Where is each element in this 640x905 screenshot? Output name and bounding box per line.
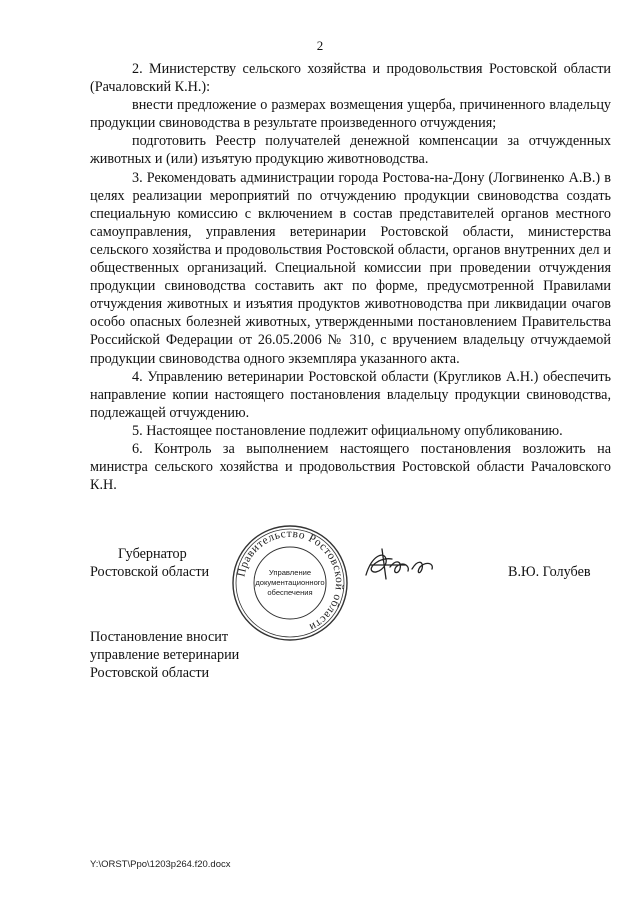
signer-name: В.Ю. Голубев — [508, 564, 591, 580]
paragraph-item-3: 3. Рекомендовать администрации города Ростова-на-Дону (Логвиненко А.В.) в целях реализации мероприятий по отчуждению продукции свиноводства создать специальную комиссию с включением в состав представителей органов местного самоуправления, управления ветеринарии Ростовской области, министерства сельского хозяйства и продовольствия Ростовской области, органов внутренних дел и общественных организаций. Специальной комиссии при проведении отчуждения продукции свиноводства составить акт по форме, предусмотренной Правилами отчуждения животных и изъятия продуктов животноводства при ликвидации очагов особо опасных болезней животных, утвержденными постановлением Правительства Российской Федерации от 26.05.2006 № 310, с вручением владельцу отчуждаемой продукции свиноводства одного экземпляра указанного акта. — [90, 169, 611, 367]
official-seal — [230, 523, 350, 643]
submitter-line2: управление ветеринарии — [90, 647, 240, 664]
seal-center-line3: обеспечения — [267, 588, 313, 597]
submitter-line3: Ростовской области — [90, 665, 210, 682]
seal-center-line2: документационного — [255, 578, 325, 587]
seal-ring-text: Правительство Ростовской области — [235, 527, 346, 634]
paragraph-subitem-compensation: внести предложение о размерах возмещения ущерба, причиненного владельцу продукции свиноводства в результате произведенного отчуждения; — [90, 97, 611, 132]
handwritten-signature — [362, 545, 462, 585]
file-path-footer: Y:\ORST\Ppo\1203p264.f20.docx — [90, 859, 231, 870]
paragraph-item-2: 2. Министерству сельского хозяйства и продовольствия Ростовской области (Рачаловский К.Н.): — [90, 61, 611, 96]
submitter-note — [90, 628, 239, 682]
submitter-line1: Постановление вносит — [90, 629, 229, 645]
signer-title-line2: Ростовской области — [90, 564, 210, 581]
signer-title — [90, 545, 209, 581]
seal-center-line1: Управление — [268, 568, 312, 577]
paragraph-subitem-registry: подготовить Реестр получателей денежной компенсации за отчужденных животных и (или) изъятую продукцию животноводства. — [90, 133, 611, 168]
paragraph-item-5: 5. Настоящее постановление подлежит официальному опубликованию. — [132, 422, 563, 439]
page-number: 2 — [316, 38, 324, 53]
document-body — [90, 60, 611, 494]
signer-title-line1: Губернатор — [118, 546, 187, 562]
paragraph-item-6: 6. Контроль за выполнением настоящего постановления возложить на министра сельского хозяйства и продовольствия Ростовской области Рачаловского К.Н. — [90, 440, 611, 494]
paragraph-item-4: 4. Управлению ветеринарии Ростовской области (Кругликов А.Н.) обеспечить направление копии настоящего постановления владельцу продукции свиноводства, подлежащей отчуждению. — [90, 368, 611, 421]
